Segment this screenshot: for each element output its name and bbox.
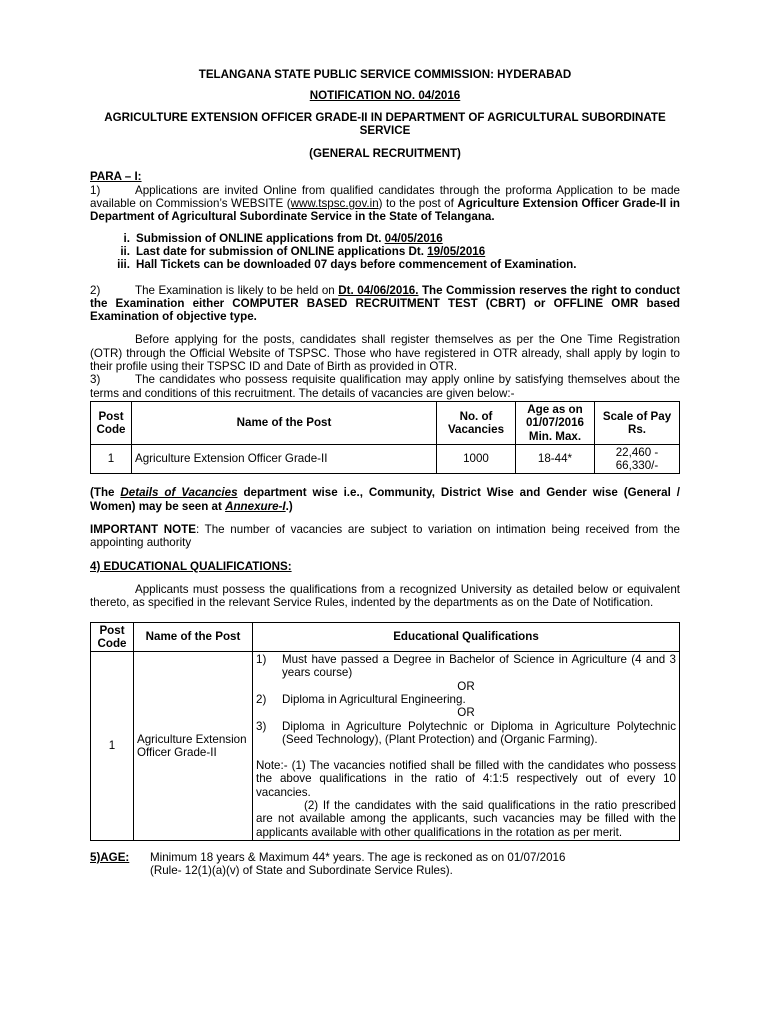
col-post-name: Name of the Post	[132, 401, 437, 444]
qualification-header-row	[91, 622, 680, 652]
para-1-num: 1)	[90, 183, 101, 197]
table-row: 1 Agriculture Extension Officer Grade-II 1000 18-44* 22,460 - 66,330/-	[91, 444, 680, 474]
age-line-1: Minimum 18 years & Maximum 44* years. The age is reckoned as on 01/07/2016	[150, 850, 566, 864]
list-item: 3) Diploma in Agriculture Polytechnic or Diploma in Agriculture Polytechnic (Seed Technology), (Plant Protection) and (Organic Farming).	[256, 719, 676, 746]
col-post-code: Post Code	[91, 622, 134, 652]
qualification-details: 1) Must have passed a Degree in Bachelor of Science in Agriculture (4 and 3 years course) OR 2) Diploma in Agricultural Engineering. OR 3) Diploma in Agriculture Polytechnic or Diploma in Agriculture Polytechnic (Seed Technology), (Plant Protection) and (Organic Farming). Note:- (1) The vacancies notified shall be filled with the candidates who possess the above qualifications in the ratio of 4:1:5 respectively out of every 10 vacancies. (2) If the candidates with the said qualifications in the ratio prescribed are not available among the applicants, such vacancies may be filled with the applicants available with other qualifications in the rotation as per merit.	[253, 652, 680, 841]
age-line-2: (Rule- 12(1)(a)(v) of State and Subordinate Service Rules).	[150, 864, 453, 878]
document-title: AGRICULTURE EXTENSION OFFICER GRADE-II IN DEPARTMENT OF AGRICULTURAL SUBORDINATE SERVICE	[104, 110, 666, 137]
recruitment-type: (GENERAL RECRUITMENT)	[309, 147, 461, 161]
org-heading: TELANGANA STATE PUBLIC SERVICE COMMISSION: HYDERABAD	[198, 68, 572, 81]
schedule-list	[90, 232, 680, 272]
col-post-code: Post Code	[91, 401, 132, 444]
schedule-date: 19/05/2016	[427, 244, 486, 258]
age-label: 5)AGE:	[90, 850, 130, 864]
qualification-note-2: (2) If the candidates with the said qualifications in the ratio prescribed are not available among the applicants, such vacancies may be filled with the applicants available with other qualifications in the rotation as per merit.	[256, 799, 676, 839]
para-2-text: 2) The Examination is likely to be held on Dt. 04/06/2016. The Commission reserves the right to conduct the Examination either COMPUTER BASED RECRUITMENT TEST (CBRT) or OFFLINE OMR based Examination of objective type.	[90, 283, 680, 324]
website-link[interactable]: www.tspsc.gov.in	[290, 197, 379, 211]
para-1-heading: PARA – I:	[90, 170, 142, 184]
schedule-date: 04/05/2016	[384, 231, 443, 245]
schedule-item: iii. Hall Tickets can be downloaded 07 days before commencement of Examination.	[117, 258, 577, 272]
para-1-text-b: ) to the post of	[378, 197, 458, 211]
col-vacancies: No. of Vacancies	[437, 401, 516, 444]
para-1-text-a: Applications are invited Online from qualified candidates through the proforma Application to be made available on Commission’s WEBSITE (	[90, 183, 680, 211]
exam-date: Dt. 04/06/2016.	[338, 283, 419, 297]
qualification-table	[90, 622, 680, 841]
notification-document	[90, 68, 680, 878]
qualification-note-1: Note:- (1) The vacancies notified shall be filled with the candidates who possess the above qualifications in the ratio of 4:1:5 respectively out of every 10 vacancies.	[256, 759, 676, 799]
notification-number: NOTIFICATION NO. 04/2016	[309, 89, 461, 103]
para-3-text: 3) The candidates who possess requisite qualification may apply online by satisfying themselves about the terms and conditions of this recruitment. The details of vacancies are given below:-	[90, 373, 680, 400]
col-age: Age as on 01/07/2016 Min. Max.	[516, 401, 595, 444]
para-1-text	[90, 184, 680, 224]
post-description: Agriculture Extension Officer Grade-II in Department of Agricultural Subordinate Service in the State of Telangana.	[90, 197, 680, 224]
schedule-item: ii. Last date for submission of ONLINE applications Dt. 19/05/2016	[120, 244, 486, 258]
age-section	[90, 851, 680, 878]
list-item: 2) Diploma in Agricultural Engineering.	[256, 692, 466, 706]
col-qualifications: Educational Qualifications	[253, 622, 680, 652]
details-note: (The Details of Vacancies department wise i.e., Community, District Wise and Gender wise (General / Women) may be seen at Annexure-I.)	[90, 486, 680, 513]
table-row: 1 Agriculture Extension Officer Grade-II 1) Must have passed a Degree in Bachelor of Science in Agriculture (4 and 3 years course) OR 2) Diploma in Agricultural Engineering. OR 3) Diploma in Agriculture Polytechnic or Diploma in Agriculture Polytechnic (Seed Technology), (Plant Protection) and (Organic Farming). Note:- (1) The vacancies notified shall be filled with the candidates who possess the above qualifications in the ratio of 4:1:5 respectively out of every 10 vacancies. (2) If the candidates with the said qualifications in the ratio prescribed are not available among the applicants, such vacancies may be filled with the applicants available with other qualifications in the rotation as per merit.	[91, 652, 680, 841]
list-item: 1) Must have passed a Degree in Bachelor of Science in Agriculture (4 and 3 years course)	[256, 653, 676, 680]
edu-intro: Applicants must possess the qualifications from a recognized University as detailed below or equivalent thereto, as specified in the relevant Service Rules, indented by the departments as on the Date of Notification.	[90, 582, 680, 610]
vacancy-header-row	[91, 401, 680, 444]
edu-heading: 4) EDUCATIONAL QUALIFICATIONS:	[90, 559, 292, 573]
vacancy-table	[90, 401, 680, 474]
col-pay: Scale of Pay Rs.	[595, 401, 680, 444]
schedule-item: i. Submission of ONLINE applications from Dt. 04/05/2016	[123, 231, 443, 245]
otr-text: Before applying for the posts, candidates shall register themselves as per the One Time Registration (OTR) through the Official Website of TSPSC. Those who have registered in OTR already, shall apply by login to their profile using their TSPSC ID and Date of Birth as provided in OTR.	[90, 333, 680, 374]
important-note: IMPORTANT NOTE: The number of vacancies are subject to variation on intimation being received from the appointing authority	[90, 523, 681, 550]
col-post-name: Name of the Post	[134, 622, 253, 652]
